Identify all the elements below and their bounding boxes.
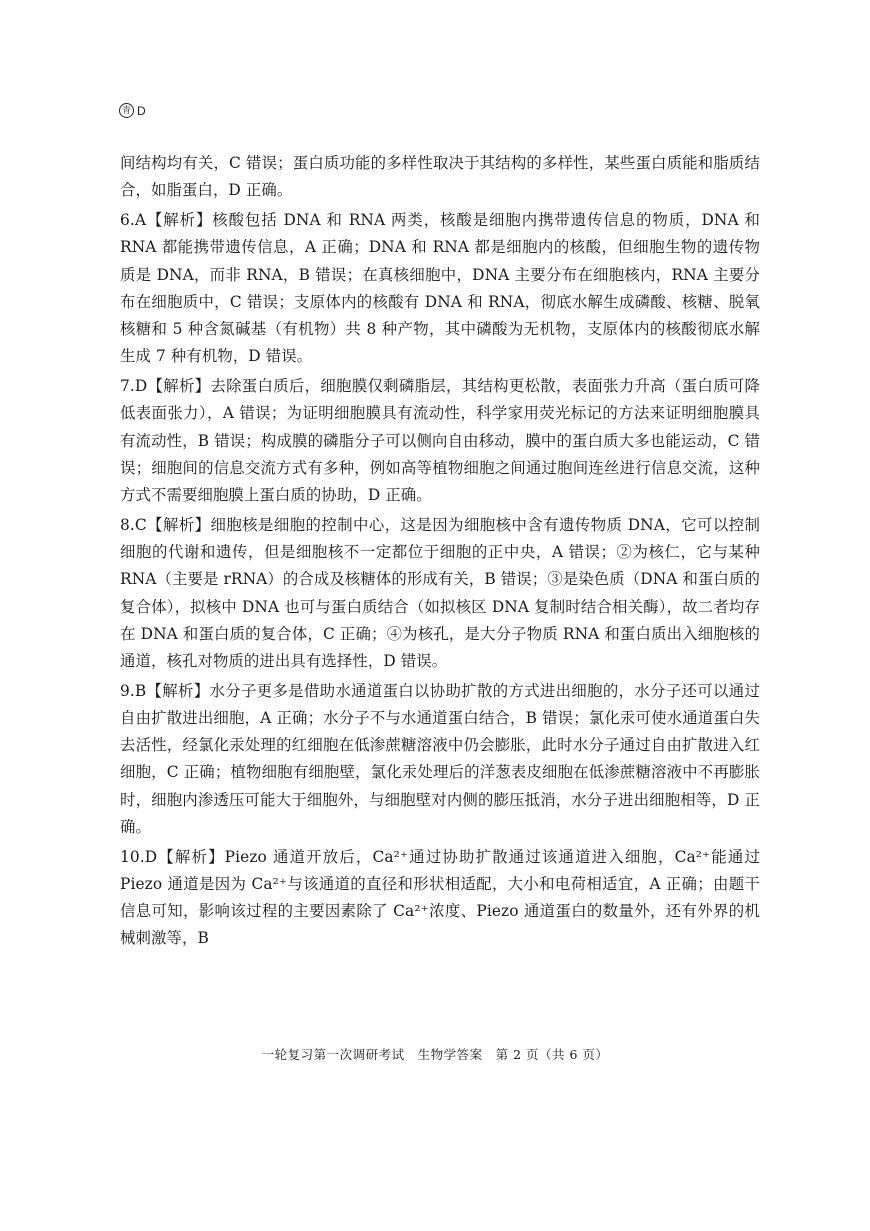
page-footer: 一轮复习第一次调研考试 生物学答案 第 2 页（共 6 页） bbox=[261, 1047, 609, 1062]
logo-letter: D bbox=[137, 103, 146, 118]
answer-paragraph-10: 10.D【解析】Piezo 通道开放后，Ca²⁺通过协助扩散通过该通道进入细胞，Ca²⁺能通过 Piezo 通道是因为 Ca²⁺与该通道的直径和形状相适配，大小和电荷相适宜，A 正确；由题干信息可知，影响该过程的主要因素除了 Ca²⁺浓度、Piezo 通道蛋白的数量外，还有外界的机械刺激等，B bbox=[120, 847, 760, 948]
publisher-logo bbox=[119, 103, 146, 118]
logo-icon: 青 bbox=[119, 103, 134, 118]
answer-paragraph-continued: 间结构均有关，C 错误；蛋白质功能的多样性取决于其结构的多样性，某些蛋白质能和脂质结合，如脂蛋白，D 正确。 bbox=[120, 154, 760, 200]
answer-paragraph-9: 9.B【解析】水分子更多是借助水通道蛋白以协助扩散的方式进出细胞的，水分子还可以通过自由扩散进出细胞，A 正确；水分子不与水通道蛋白结合，B 错误；氯化汞可使水通道蛋白失去活性，经氯化汞处理的红细胞在低渗蔗糖溶液中仍会膨胀，此时水分子通过自由扩散进入红细胞，C 正确；植物细胞有细胞壁，氯化汞处理后的洋葱表皮细胞在低渗蔗糖溶液中不再膨胀时，细胞内渗透压可能大于细胞外，与细胞壁对内侧的膨压抵消，水分子进出细胞相等，D 正确。 bbox=[120, 681, 760, 836]
answer-paragraph-6: 6.A【解析】核酸包括 DNA 和 RNA 两类，核酸是细胞内携带遗传信息的物质，DNA 和 RNA 都能携带遗传信息，A 正确；DNA 和 RNA 都是细胞内的核酸，但细胞生物的遗传物质是 DNA，而非 RNA，B 错误；在真核细胞中，DNA 主要分布在细胞核内，RNA 主要分布在细胞质中，C 错误；支原体内的核酸有 DNA 和 RNA，彻底水解生成磷酸、核糖、脱氧核糖和 5 种含氮碱基（有机物）共 8 种产物，其中磷酸为无机物，支原体内的核酸彻底水解生成 7 种有机物，D 错误。 bbox=[120, 211, 760, 366]
answer-paragraph-7: 7.D【解析】去除蛋白质后，细胞膜仅剩磷脂层，其结构更松散，表面张力升高（蛋白质可降低表面张力），A 错误；为证明细胞膜具有流动性，科学家用荧光标记的方法来证明细胞膜具有流动性，B 错误；构成膜的磷脂分子可以侧向自由移动，膜中的蛋白质大多也能运动，C 错误；细胞间的信息交流方式有多种，例如高等植物细胞之间通过胞间连丝进行信息交流，这种方式不需要细胞膜上蛋白质的协助，D 正确。 bbox=[120, 377, 760, 504]
answer-content bbox=[120, 150, 760, 953]
answer-paragraph-8: 8.C【解析】细胞核是细胞的控制中心，这是因为细胞核中含有遗传物质 DNA，它可以控制细胞的代谢和遗传，但是细胞核不一定都位于细胞的正中央，A 错误；②为核仁，它与某种 RNA（主要是 rRNA）的合成及核糖体的形成有关，B 错误；③是染色质（DNA 和蛋白质的复合体），拟核中 DNA 也可与蛋白质结合（如拟核区 DNA 复制时结合相关酶），故二者均存在 DNA 和蛋白质的复合体，C 正确；④为核孔，是大分子物质 RNA 和蛋白质出入细胞核的通道，核孔对物质的进出具有选择性，D 错误。 bbox=[120, 516, 760, 670]
